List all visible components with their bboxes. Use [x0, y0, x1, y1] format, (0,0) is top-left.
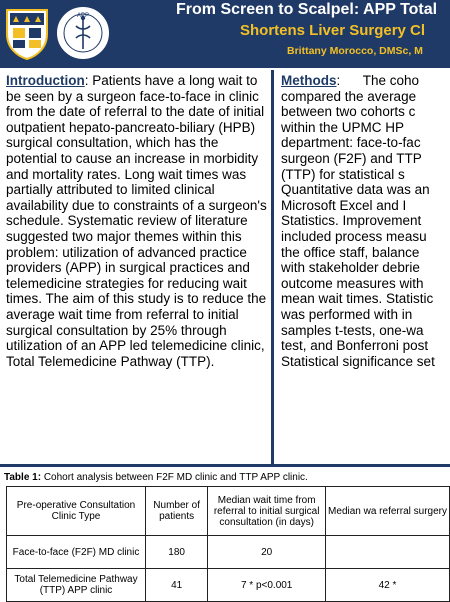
methods-text-line: outcome measures with: [281, 275, 424, 291]
table-cell: Total Telemedicine Pathway (TTP) APP clinic: [7, 569, 146, 602]
methods-section: [281, 70, 450, 458]
introduction-section: [4, 70, 270, 458]
introduction-colon: :: [84, 73, 93, 88]
methods-text-line: (TTP) for statistical s: [281, 166, 405, 182]
table-cell: [326, 536, 450, 569]
column-header: Pre-operative Consultation Clinic Type: [7, 487, 146, 536]
methods-text-line: compared the average: [281, 88, 417, 104]
methods-text-line: between two cohorts c: [281, 104, 416, 120]
methods-text-line: samples t-tests, one-wa: [281, 322, 424, 338]
table-cell: 7 * p<0.001: [208, 569, 326, 602]
table-cell: Face-to-face (F2F) MD clinic: [7, 536, 146, 569]
poster-header: [0, 0, 450, 68]
section-divider: [0, 464, 450, 467]
methods-text-line: with stakeholder debrie: [281, 260, 420, 276]
introduction-text: Patients have a long wait to be seen by a surgeon face-to-face in clinic from the date of referral to the date of initial outpatient hepato-pancreato-biliary (HPB) surgical consultation, which has the potential to cause an increase in morbidity and mortality rates. Long wait times was partially attributed to limited clinical availability due to constraints of a surgeon's schedule. Systematic review of literature suggested two major themes within this problem: utilization of advanced practice providers (APP) in surgical practices and telemedicine strategies for reducing wait times. The aim of this study is to reduce the average wait time from referral to initial surgical consultation by 25% through utilization of an APP led telemedicine clinic, Total Telemedicine Pathway (TTP).: [6, 73, 267, 369]
table-cell: 41: [146, 569, 208, 602]
table-caption-label: Table 1:: [4, 472, 42, 483]
column-header-text: Median wa referral surgery: [328, 505, 447, 517]
methods-text-line: test, and Bonferroni post: [281, 338, 429, 354]
methods-text-line: surgeon (F2F) and TTP: [281, 150, 422, 166]
column-header: Number of patients: [146, 487, 208, 536]
poster-title-line2: Shortens Liver Surgery Cl: [240, 22, 426, 39]
methods-colon: :: [336, 73, 345, 88]
methods-text-line: The coho: [362, 73, 420, 88]
cohort-table: [6, 486, 450, 602]
methods-text-line: Statistics. Improvement: [281, 213, 422, 229]
app-society-seal-logo: [54, 4, 112, 62]
table-header-row: [7, 487, 450, 536]
methods-text-line: Quantitative data was an: [281, 182, 430, 198]
methods-text-line: included process measu: [281, 228, 427, 244]
methods-text-line: the office staff, balance: [281, 244, 420, 260]
poster-authors: Brittany Morocco, DMSc, M: [287, 45, 423, 57]
methods-heading: Methods: [281, 73, 337, 88]
table-caption: [4, 472, 308, 483]
column-header: [326, 487, 450, 536]
methods-text-line: Statistical significance set: [281, 353, 435, 369]
methods-text-line: department: face-to-fac: [281, 135, 421, 151]
introduction-heading: Introduction: [6, 73, 85, 88]
seal-text: APP: [76, 13, 90, 19]
table-row: [7, 536, 450, 569]
poster-title-line1: From Screen to Scalpel: APP Total: [176, 1, 438, 18]
column-divider: [271, 70, 274, 464]
table-cell: 42 *: [326, 569, 450, 602]
table-cell: 180: [146, 536, 208, 569]
table-cell: 20: [208, 536, 326, 569]
methods-text-line: mean wait times. Statistic: [281, 291, 434, 307]
university-crest-logo: [4, 6, 50, 60]
methods-line: [281, 73, 450, 89]
methods-text-line: was performed with in: [281, 306, 413, 322]
methods-text-line: within the UPMC HP: [281, 119, 405, 135]
column-header: Median wait time from referral to initial surgical consultation (in days): [208, 487, 326, 536]
table-caption-text: Cohort analysis between F2F MD clinic and TTP APP clinic.: [41, 472, 308, 483]
table-row: [7, 569, 450, 602]
methods-text-line: Microsoft Excel and I: [281, 197, 407, 213]
